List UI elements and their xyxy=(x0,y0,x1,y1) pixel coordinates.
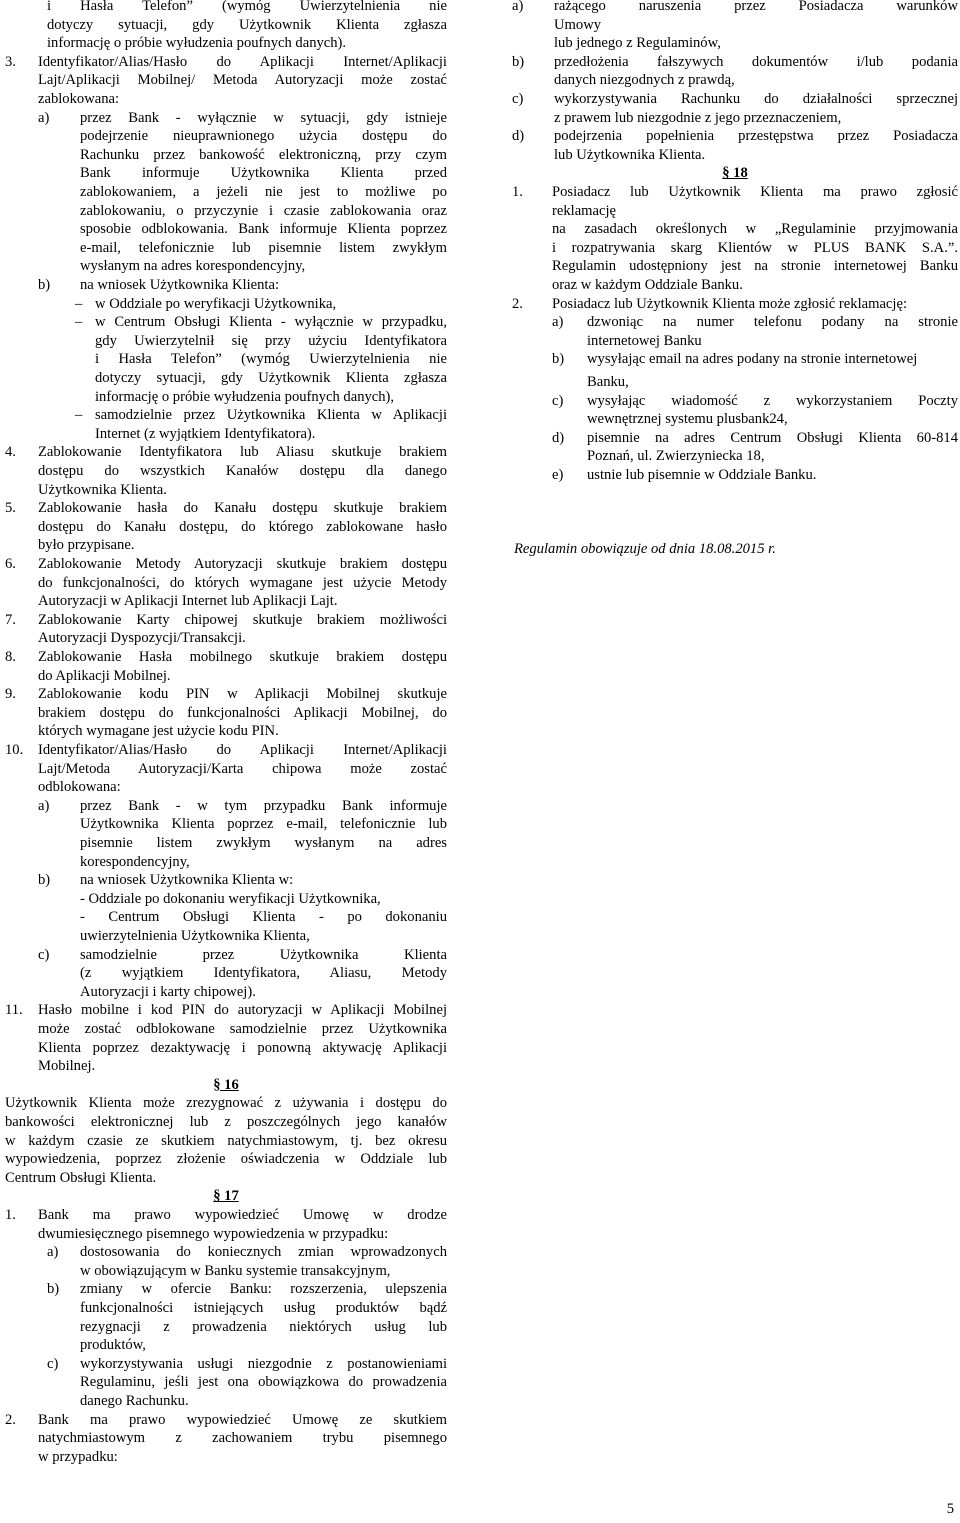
text-line xyxy=(5,871,447,890)
text-line xyxy=(512,373,958,392)
line-text: zablokowana: xyxy=(38,91,120,107)
line-text: Zablokowanie Identyfikatora lub Aliasu skutkuje brakiem xyxy=(38,444,447,461)
line-text: dotyczy sytuacji, gdy Użytkownik Klienta zgłasza xyxy=(47,16,447,33)
line-text: Użytkownika Klienta poprzez e-mail, telefonicznie lub xyxy=(80,816,447,833)
line-text: na wniosek Użytkownika Klienta: xyxy=(80,277,279,293)
line-text: wysłanym na adres korespondencyjny, xyxy=(80,258,306,275)
line-text: samodzielnie przez Użytkownika Klienta xyxy=(80,946,447,963)
list-marker: 5. xyxy=(5,500,16,517)
line-text: (z wyjątkiem Identyfikatora, Aliasu, Metody xyxy=(80,965,447,982)
line-text: Bank ma prawo wypowiedzieć Umowę w drodze xyxy=(38,1207,447,1223)
line-text: Zablokowanie Metody Autoryzacji skutkuje brakiem dostępu xyxy=(38,556,447,572)
list-marker: b) xyxy=(512,53,525,70)
line-text: Rachunku przez bankowość elektroniczną, przy czym xyxy=(80,146,447,163)
text-line xyxy=(5,704,447,723)
list-marker: c) xyxy=(38,946,50,963)
line-text: Banku, xyxy=(587,374,629,390)
text-line xyxy=(512,183,958,202)
line-text: dwumiesięcznego pisemnego wypowiedzenia w przypadku: xyxy=(38,1225,389,1242)
text-line xyxy=(5,611,447,630)
line-text: Posiadacz lub Użytkownik Klienta może zgłosić reklamację: xyxy=(552,295,907,312)
line-text: na wniosek Użytkownika Klienta w: xyxy=(80,872,294,889)
line-text: w Centrum Obsługi Klienta - wyłącznie w przypadku, xyxy=(95,314,447,331)
text-line xyxy=(5,109,447,128)
text-line xyxy=(512,202,958,221)
line-text: ustnie lub pisemnie w Oddziale Banku. xyxy=(587,467,817,483)
text-line xyxy=(512,109,958,128)
line-text: Regulamin udostępniony jest na stronie internetowej Banku xyxy=(552,258,958,275)
text-line xyxy=(5,853,447,872)
list-marker: a) xyxy=(552,314,564,331)
list-marker: d) xyxy=(552,429,565,446)
line-text: bankowości elektronicznej lub z poszczególnych jego kanałów xyxy=(5,1114,447,1130)
line-text: podejrzenie nieuprawnionego użycia dostępu do xyxy=(80,128,447,145)
text-line xyxy=(5,1225,447,1244)
text-line xyxy=(512,239,958,258)
text-line xyxy=(5,499,447,518)
list-marker: b) xyxy=(38,872,51,889)
text-line xyxy=(5,90,447,109)
text-line xyxy=(5,1392,447,1411)
line-text: w każdym czasie ze skutkiem natychmiastowym, tj. bez okresu xyxy=(5,1132,447,1149)
line-text: sposobie odblokowania. Bank informuje Klienta poprzez xyxy=(80,221,447,238)
text-line xyxy=(5,202,447,221)
line-text: wewnętrznej systemu plusbank24, xyxy=(587,411,788,428)
line-text: pisemnie listem zwykłym wysłanym na adres xyxy=(80,835,447,851)
line-text: w przypadku: xyxy=(38,1448,118,1465)
text-line xyxy=(512,410,958,429)
text-line xyxy=(5,1057,447,1076)
line-text: Poznań, ul. Zwierzyniecka 18, xyxy=(587,448,765,465)
line-text: przez Bank - w tym przypadku Bank informuje xyxy=(80,797,447,814)
text-line xyxy=(512,429,958,448)
text-line xyxy=(5,1373,447,1392)
text-line xyxy=(5,481,447,500)
line-text: Autoryzacji Dyspozycji/Transakcji. xyxy=(38,630,246,647)
text-line xyxy=(512,257,958,276)
line-text: Autoryzacji w Aplikacji Internet lub Aplikacji Lajt. xyxy=(38,593,338,610)
line-text: dzwoniąc na numer telefonu podany na stronie xyxy=(587,314,958,331)
list-marker: 9. xyxy=(5,686,16,703)
line-text: wysyłając email na adres podany na stronie internetowej xyxy=(587,351,918,368)
section-heading xyxy=(5,1187,447,1206)
line-text: podejrzenia popełnienia przestępstwa przez Posiadacza xyxy=(554,128,958,145)
text-line xyxy=(5,462,447,481)
list-marker: c) xyxy=(47,1355,59,1372)
line-text: Bank ma prawo wypowiedzieć Umowę ze skutkiem xyxy=(38,1411,447,1428)
text-line xyxy=(5,388,447,407)
text-line xyxy=(5,667,447,686)
line-text: dostosowania do koniecznych zmian wprowadzonych xyxy=(80,1244,447,1261)
text-line xyxy=(5,518,447,537)
text-line xyxy=(512,350,958,369)
list-marker: b) xyxy=(38,277,51,293)
line-text: w Oddziale po weryfikacji Użytkownika, xyxy=(95,295,337,312)
text-line xyxy=(5,890,447,909)
text-line xyxy=(5,1243,447,1262)
list-marker: a) xyxy=(47,1244,59,1261)
text-line xyxy=(5,369,447,388)
line-text: może zostać odblokowane samodzielnie przez Użytkownika xyxy=(38,1021,447,1037)
text-line xyxy=(5,964,447,983)
list-marker: e) xyxy=(552,467,564,483)
text-line xyxy=(5,797,447,816)
text-line xyxy=(5,815,447,834)
line-text: Lajt/Metoda Autoryzacji/Karta chipowa może zostać xyxy=(38,760,447,777)
line-text: zmiany w ofercie Banku: rozszerzenia, ulepszenia xyxy=(80,1281,447,1298)
text-line xyxy=(512,295,958,314)
list-marker: 1. xyxy=(5,1207,16,1223)
line-text: danych niezgodnych z prawdą, xyxy=(554,72,735,89)
text-line xyxy=(5,741,447,760)
text-line xyxy=(5,1411,447,1430)
line-text: Hasło mobilne i kod PIN do autoryzacji w Aplikacji Mobilnej xyxy=(38,1002,447,1019)
list-marker: 7. xyxy=(5,611,16,628)
text-line xyxy=(5,1206,447,1225)
list-marker: a) xyxy=(38,109,50,126)
section-number: § 18 xyxy=(722,165,748,182)
text-line xyxy=(512,34,958,53)
text-line xyxy=(5,946,447,965)
line-text: Internet (z wyjątkiem Identyfikatora). xyxy=(95,425,316,442)
page-number: 5 xyxy=(946,1501,954,1517)
text-line xyxy=(5,1169,447,1188)
text-line xyxy=(5,0,447,16)
text-line xyxy=(5,908,447,927)
text-line xyxy=(5,592,447,611)
list-marker: 2. xyxy=(512,295,523,312)
line-text: danego Rachunku. xyxy=(80,1393,189,1409)
line-text: Zablokowanie hasła do Kanału dostępu skutkuje brakiem xyxy=(38,500,447,517)
text-line xyxy=(5,239,447,258)
list-marker: 8. xyxy=(5,649,16,665)
text-line xyxy=(5,295,447,314)
line-text: produktów, xyxy=(80,1337,146,1354)
text-line xyxy=(5,1299,447,1318)
text-line xyxy=(5,350,447,369)
line-text: - Oddziale po dokonaniu weryfikacji Użytkownika, xyxy=(80,890,381,907)
text-line xyxy=(5,1429,447,1448)
text-line xyxy=(5,127,447,146)
line-text: dotyczy sytuacji, gdy Użytkownik Klienta zgłasza xyxy=(95,370,447,386)
line-text: przez Bank - wyłącznie w sytuacji, gdy istnieje xyxy=(80,109,447,126)
dash-bullet: – xyxy=(75,407,83,424)
line-text: reklamację xyxy=(552,202,617,219)
line-text: samodzielnie przez Użytkownika Klienta w Aplikacji xyxy=(95,407,447,424)
line-text: Identyfikator/Alias/Hasło do Aplikacji Internet/Aplikacji xyxy=(38,53,447,70)
line-text: i rozpatrywania skarg Klientów w PLUS BANK S.A.”. xyxy=(552,239,958,256)
line-text: wypowiedzenia, poprzez złożenie oświadczenia w Oddziale lub xyxy=(5,1151,447,1168)
dash-bullet: – xyxy=(75,314,83,331)
line-text: brakiem dostępu do funkcjonalności Aplikacji Mobilnej, do xyxy=(38,704,447,721)
text-line xyxy=(5,1262,447,1281)
line-text: lub Użytkownika Klienta. xyxy=(554,146,706,163)
line-text: na zasadach określonych w „Regulaminie przyjmowania xyxy=(552,221,958,238)
line-text: informację o próbie wyłudzenia poufnych danych), xyxy=(95,388,395,405)
line-text: do funkcjonalności, do których wymagane jest użycie Metody xyxy=(38,574,447,591)
text-line xyxy=(5,406,447,425)
list-marker: a) xyxy=(512,0,524,14)
text-line xyxy=(512,313,958,332)
text-line xyxy=(5,1355,447,1374)
text-line xyxy=(512,146,958,165)
text-line xyxy=(5,183,447,202)
list-marker: 4. xyxy=(5,444,16,461)
text-line xyxy=(5,1039,447,1058)
text-line xyxy=(512,0,958,16)
line-text: było przypisane. xyxy=(38,537,135,554)
line-text: Regulaminu, jeśli jest ona obowiązkowa do prowadzenia xyxy=(80,1374,447,1391)
text-line xyxy=(512,71,958,90)
line-text: dostępu do wszystkich Kanałów dostępu dla danego xyxy=(38,463,447,479)
section-number: § 17 xyxy=(213,1188,239,1205)
text-line xyxy=(5,1132,447,1151)
text-line xyxy=(5,71,447,90)
text-line xyxy=(512,447,958,466)
line-text: Identyfikator/Alias/Hasło do Aplikacji Internet/Aplikacji xyxy=(38,742,447,758)
text-line xyxy=(5,53,447,72)
line-text: Zablokowanie Hasła mobilnego skutkuje brakiem dostępu xyxy=(38,649,447,665)
text-line xyxy=(5,443,447,462)
text-line xyxy=(5,722,447,741)
text-line xyxy=(512,332,958,351)
line-text: i Hasła Telefon” (wymóg Uwierzytelnienia nie xyxy=(95,351,447,368)
line-text: Posiadacz lub Użytkownik Klienta ma prawo zgłosić xyxy=(552,184,958,200)
line-text: korespondencyjny, xyxy=(80,853,190,870)
list-marker: b) xyxy=(47,1281,60,1298)
line-text: funkcjonalności istniejących usług produktów bądź xyxy=(80,1300,447,1316)
text-line xyxy=(5,1448,447,1467)
list-marker: 6. xyxy=(5,556,16,572)
list-marker: b) xyxy=(552,351,565,368)
text-line xyxy=(5,1094,447,1113)
line-text: zablokowaniu, o przyczynie i czasie zablokowania oraz xyxy=(80,202,447,219)
list-marker: 2. xyxy=(5,1411,16,1428)
text-line xyxy=(5,648,447,667)
line-text: Umowy xyxy=(554,16,602,33)
line-text: Bank informuje Użytkownika Klienta przed xyxy=(80,165,447,182)
line-text: wykorzystywania Rachunku do działalności sprzecznej xyxy=(554,91,958,107)
text-line xyxy=(5,276,447,295)
text-line xyxy=(5,257,447,276)
text-line xyxy=(512,276,958,295)
text-line xyxy=(5,146,447,165)
line-text: rażącego naruszenia przez Posiadacza warunków xyxy=(554,0,958,14)
text-line xyxy=(5,574,447,593)
line-text: Zablokowanie kodu PIN w Aplikacji Mobilnej skutkuje xyxy=(38,686,447,703)
text-line xyxy=(5,536,447,555)
text-line xyxy=(5,629,447,648)
list-marker: c) xyxy=(552,392,564,409)
section-heading xyxy=(5,1076,447,1095)
section-heading xyxy=(512,164,958,183)
text-line xyxy=(512,127,958,146)
line-text: oraz w każdym Oddziale Banku. xyxy=(552,277,743,293)
line-text: wysyłając wiadomość z wykorzystaniem Poczty xyxy=(587,392,958,409)
line-text: pisemnie na adres Centrum Obsługi Klienta 60-814 xyxy=(587,429,958,446)
text-line xyxy=(5,16,447,35)
text-line xyxy=(5,1001,447,1020)
text-line xyxy=(5,983,447,1002)
text-line xyxy=(5,685,447,704)
list-marker: 11. xyxy=(5,1002,23,1019)
line-text: informację o próbie wyłudzenia poufnych danych). xyxy=(47,35,347,52)
text-line xyxy=(5,555,447,574)
line-text: uwierzytelnienia Użytkownika Klienta, xyxy=(80,928,310,944)
text-line xyxy=(512,16,958,35)
text-line xyxy=(5,164,447,183)
text-line xyxy=(5,332,447,351)
text-line xyxy=(5,1113,447,1132)
list-marker: 10. xyxy=(5,742,24,758)
line-text: w obowiązującym w Banku systemie transakcyjnym, xyxy=(80,1262,391,1279)
line-text: - Centrum Obsługi Klienta - po dokonaniu xyxy=(80,909,447,926)
text-line xyxy=(5,927,447,946)
line-text: których wymagane jest użycie kodu PIN. xyxy=(38,723,279,740)
text-line xyxy=(5,1020,447,1039)
text-line xyxy=(512,90,958,109)
line-text: e-mail, telefonicznie lub pisemnie listem zwykłym xyxy=(80,239,447,256)
line-text: i Hasła Telefon” (wymóg Uwierzytelnienia nie xyxy=(47,0,447,14)
text-line xyxy=(5,34,447,53)
list-marker: c) xyxy=(512,91,524,107)
text-line xyxy=(512,466,958,485)
text-line xyxy=(5,760,447,779)
line-text: Użytkownik Klienta może zrezygnować z używania i dostępu do xyxy=(5,1095,447,1112)
line-text: zablokowaniem, a jeżeli nie jest to możliwe po xyxy=(80,184,447,200)
line-text: z prawem lub niezgodnie z jego przeznaczeniem, xyxy=(554,109,842,126)
text-line xyxy=(512,53,958,72)
list-marker: 3. xyxy=(5,53,16,70)
line-text: do Aplikacji Mobilnej. xyxy=(38,667,171,684)
list-marker: d) xyxy=(512,128,525,145)
text-line xyxy=(5,1150,447,1169)
line-text: Zablokowanie Karty chipowej skutkuje brakiem możliwości xyxy=(38,611,447,628)
line-text: dostępu do Kanału dostępu, do którego zablokowane hasło xyxy=(38,518,447,535)
line-text: Klienta poprzez dezaktywację i ponowną aktywację Aplikacji xyxy=(38,1039,447,1056)
text-line xyxy=(5,778,447,797)
text-line xyxy=(5,220,447,239)
line-text: Mobilnej. xyxy=(38,1058,96,1075)
text-line xyxy=(512,220,958,239)
line-text: Autoryzacji i karty chipowej). xyxy=(80,983,256,1000)
line-text: rezygnacji z prowadzenia niektórych usług lub xyxy=(80,1318,447,1335)
line-text: odblokowana: xyxy=(38,779,121,796)
text-line xyxy=(5,1336,447,1355)
text-line xyxy=(512,392,958,411)
effective-date-note: Regulamin obowiązuje od dnia 18.08.2015 r. xyxy=(514,540,776,557)
line-text: przedłożenia fałszywych dokumentów i/lub podania xyxy=(554,53,958,70)
line-text: Centrum Obsługi Klienta. xyxy=(5,1169,157,1186)
line-text: Użytkownika Klienta. xyxy=(38,481,167,498)
line-text: Lajt/Aplikacji Mobilnej/ Metoda Autoryzacji może zostać xyxy=(38,72,447,89)
dash-bullet: – xyxy=(75,295,83,312)
line-text: internetowej Banku xyxy=(587,332,702,349)
text-line xyxy=(5,1318,447,1337)
line-text: gdy Uwierzytelnił się przy użyciu Identyfikatora xyxy=(95,332,447,349)
line-text: wykorzystywania usługi niezgodnie z postanowieniami xyxy=(80,1355,447,1372)
text-line xyxy=(5,834,447,853)
section-number: § 16 xyxy=(213,1076,239,1093)
line-text: lub jednego z Regulaminów, xyxy=(554,35,721,52)
list-marker: 1. xyxy=(512,184,523,200)
text-line xyxy=(5,425,447,444)
line-text: natychmiastowym z zachowaniem trybu pisemnego xyxy=(38,1430,447,1447)
text-line xyxy=(5,1280,447,1299)
text-line xyxy=(5,313,447,332)
list-marker: a) xyxy=(38,797,50,814)
